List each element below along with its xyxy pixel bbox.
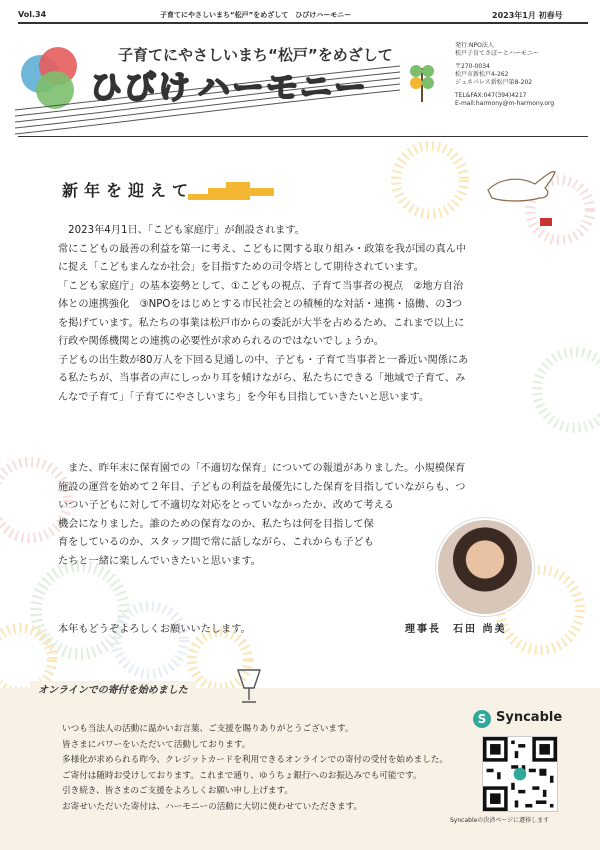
rabbit-icon — [488, 172, 555, 201]
publisher-line: 発行:NPO法人 — [455, 42, 494, 49]
glass-icon — [232, 666, 266, 706]
masthead-rule — [18, 136, 588, 137]
article-line: 体との連携強化 ③NPOをはじめとする市民社会との積極的な対話・連携・協働、の3つ — [58, 299, 463, 310]
volume-number: Vol.34 — [18, 10, 47, 19]
tree-icon — [410, 65, 434, 102]
chairperson-photo — [436, 518, 534, 616]
gold-cloud-accent — [188, 180, 278, 202]
masthead-title-harmony: ハーモニー — [198, 68, 369, 106]
article-line: また、昨年末に保育園での「不適切な保育」についての報道がありました。小規模保育 — [58, 463, 466, 474]
article-line: たちと一緒に楽しんでいきたいと思います。 — [58, 555, 261, 567]
article-line: 常にこどもの最善の利益を第一に考え、こどもに関する取り組み・政策を我が国の真ん中 — [58, 243, 467, 255]
publisher-line: TEL&FAX:047(394)4217 — [455, 92, 527, 99]
article-line: 行政や関係機関との連携の必要性が求められるのではないでしょうか。 — [58, 336, 384, 347]
donation-title: オンラインでの寄付を始めました — [30, 681, 196, 696]
syncable-logo-icon: S — [473, 710, 491, 728]
donation-text — [62, 722, 462, 815]
article-line: 施設の運営を始めて２年目、子どもの利益を最優先にした保育を目指していながらも、つ — [58, 481, 466, 493]
publisher-line: 松戸子育てさぽーとハーモニー — [455, 50, 540, 57]
closing-line: 本年もどうぞよろしくお願いいたします。 — [58, 624, 251, 635]
donation-line: お寄せいただいた寄付は、ハーモニーの活動に大切に使わせていただきます。 — [62, 801, 363, 812]
header-tagline: 子育てにやさしいまち“松戸”をめざして ひびけハーモニー — [160, 11, 352, 19]
article-line: 機会になりました。誰のための保育なのか、私たちは何を目指して保 — [58, 518, 374, 530]
issue-label: 2023年1月 初春号 — [492, 11, 563, 20]
article-line: いつい子どもに対して不適切な対応をとっていなかったか、改めて考える — [58, 500, 394, 511]
donation-line: 引き続き、皆さまのご支援をよろしくお願い申し上げます。 — [62, 786, 294, 796]
publisher-line: 松戸市新松戸4-262 — [455, 71, 509, 78]
article-body-1 — [58, 222, 558, 407]
article-line: 育をしているのか、スタッフ間で常に話しながら、これからも子ども — [58, 537, 374, 548]
publisher-info — [455, 42, 595, 108]
article-line: 子どもの出生数が80万人を下回る見通しの中、子ども・子育て当事者と一番近い関係にあ — [58, 354, 469, 366]
qr-code[interactable] — [482, 736, 558, 812]
publisher-line: 〒270-0034 — [455, 63, 490, 70]
article-line: 2023年4月1日、「こども家庭庁」が創設されます。 — [58, 225, 305, 236]
article-line: 「こども家庭庁」の基本姿勢として、①こどもの視点、子育て当事者の視点 ②地方自治 — [58, 280, 464, 292]
donation-line: 多様化が求められる昨今、クレジットカードを利用できるオンラインでの寄付の受付を始めました。 — [62, 755, 448, 765]
article-line: に捉え「こどもまんなか社会」を目指すための司令塔として期待されています。 — [58, 262, 424, 273]
donation-line: ご寄付は随時お受けしております。これまで通り、ゆうちょ銀行へのお振込みでも可能です。 — [62, 770, 422, 781]
donation-line: 皆さまにパワーをいただいて活動しております。 — [62, 739, 251, 750]
article-line: る私たちが、当事者の声にしっかり耳を傾けながら、私たちにできる「地域で子育て、み — [58, 373, 466, 384]
masthead-subtitle: 子育てにやさしいまち“松戸”をめざして — [118, 46, 393, 64]
signature: 理事長 石田 尚美 — [405, 624, 507, 635]
header-rule — [18, 22, 588, 24]
publisher-line: E-mail:harmony@m-harmony.org — [455, 100, 555, 107]
logo-circle-green — [36, 71, 74, 109]
article-line: んなで子育て」「子育てにやさしいまち」を今年も目指していきたいと思います。 — [58, 391, 430, 403]
syncable-brand: Syncable — [496, 710, 563, 725]
article-line: を掲げています。私たちの事業は松戸市からの委託が大半を占めるため、これまで以上に — [58, 317, 465, 329]
donation-line: いつも当法人の活動に温かいお言葉、ご支援を賜りありがとうございます。 — [62, 724, 354, 734]
article-heading: 新年を迎えて — [62, 181, 195, 200]
qr-note: Syncableの決済ページに遷移します — [450, 817, 550, 824]
masthead-title-hibike: ひびけ — [90, 68, 193, 106]
publisher-line: ジュネパレス新松戸第8-202 — [455, 79, 533, 86]
